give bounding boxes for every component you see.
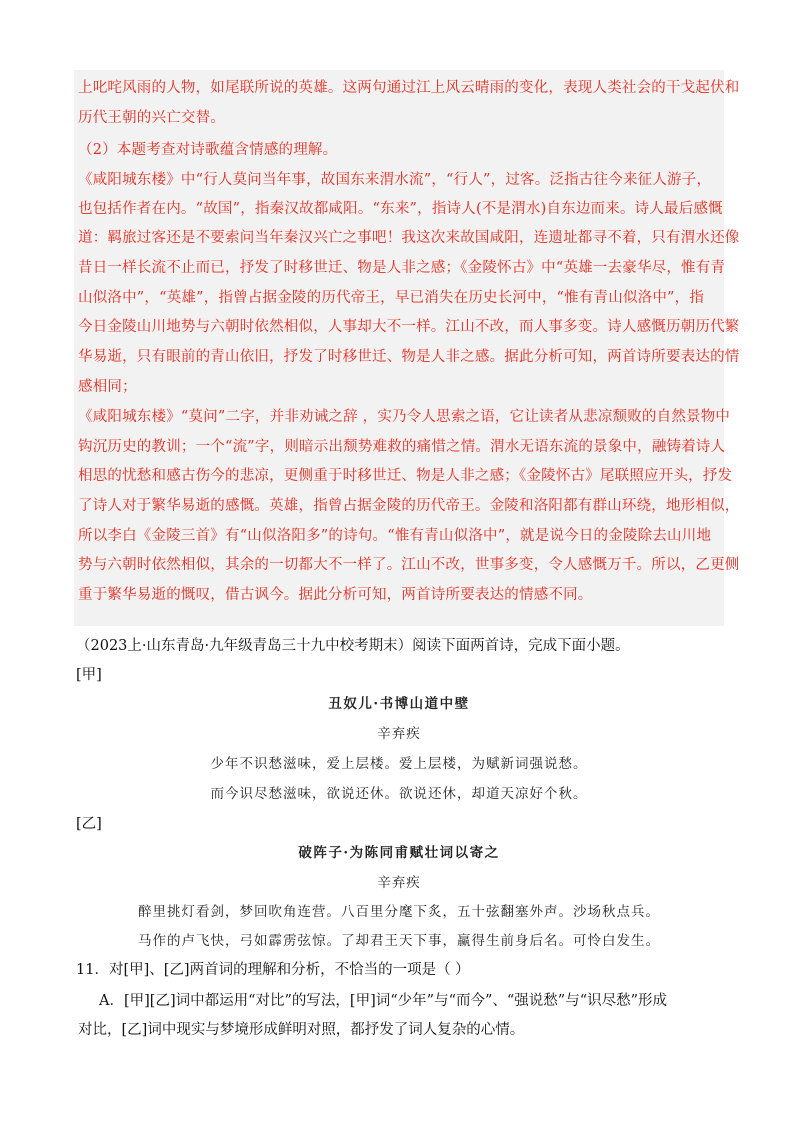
answer-line: 山似洛中”，“英雄”，指曾占据金陵的历代帝王，早已消失在历史长河中，“惟有青山似洛中”，指	[78, 290, 705, 306]
answer-line: 今日金陵山川地势与六朝时依然相似，人事却大不一样。江山不改，而人事多变。诗人感慨历朝历代繁	[78, 319, 740, 335]
poem-yi-author: 辛弃疾	[377, 875, 421, 891]
poem-jia-line: 少年不识愁滋味，爱上层楼。爱上层楼，为赋新词强说愁。	[210, 756, 588, 772]
answer-line: 《咸阳城东楼》“莫问”二字，并非劝诫之辞 ，实乃令人思索之语，它让读者从悲凉颓败的自然景物中	[78, 409, 731, 425]
poem-jia-label: [甲]	[76, 667, 102, 683]
poem-yi-title: 破阵子·为陈同甫赋壮词以寄之	[298, 845, 500, 861]
poem-jia-author: 辛弃疾	[377, 726, 421, 742]
answer-line: 昔日一样长流不止而已，抒发了时移世迁、物是人非之感；《金陵怀古》中“英雄一去豪华尽，惟有青	[78, 260, 726, 276]
answer-line: 历代王朝的兴亡交替。	[78, 110, 225, 126]
poem-jia-title: 丑奴儿·书博山道中壁	[328, 696, 470, 712]
answer-line: 华易逝，只有眼前的青山依旧，抒发了时移世迁、物是人非之感。据此分析可知，两首诗所要表达的情	[78, 349, 740, 365]
answer-line: 也包括作者在内。“故国”，指秦汉故都咸阳。“东来”，指诗人(不是渭水)自东边而来。诗人最后感慨	[78, 201, 723, 217]
answer-line: 道：羁旅过客还是不要索问当年秦汉兴亡之事吧！我这次来故国咸阳，连遗址都寻不着，只有渭水还像	[78, 230, 740, 246]
answer-line: 重于繁华易逝的慨叹，借古讽今。据此分析可知，两首诗所要表达的情感不同。	[78, 587, 593, 603]
answer-line: 了诗人对于繁华易逝的感慨。英雄，指曾占据金陵的历代帝王。金陵和洛阳都有群山环绕，地形相似，	[78, 498, 740, 514]
question-11-option-a[interactable]: A．[甲][乙]词中都运用“对比”的写法，[甲]词“少年”与“而今”、“强说愁”与“识尽愁”形成	[99, 993, 668, 1009]
answer-line: 上叱咤风雨的人物，如尾联所说的英雄。这两句通过江上风云晴雨的变化，表现人类社会的干戈起伏和	[78, 80, 740, 96]
poem-yi-line: 醉里挑灯看剑，梦回吹角连营。八百里分麾下炙，五十弦翻塞外声。沙场秋点兵。	[138, 904, 660, 920]
poem-yi-line: 马作的卢飞快，弓如霹雳弦惊。了却君王天下事，赢得生前身后名。可怜白发生。	[138, 933, 660, 949]
answer-line: 感相同；	[78, 379, 137, 395]
question-11-stem: 11．对[甲]、[乙]两首词的理解和分析，不恰当的一项是（ ）	[76, 962, 470, 978]
poem-jia-line: 而今识尽愁滋味，欲说还休。欲说还休，却道天凉好个秋。	[210, 786, 588, 802]
answer-line: 相思的忧愁和感古伤今的悲凉，更侧重于时移世迁、物是人非之感；《金陵怀古》尾联照应开头，抒发	[78, 468, 733, 484]
answer-line: 钩沉历史的教训；一个“流”字，则暗示出颓势难救的痛惜之情。渭水无语东流的景象中，融铸着诗人	[78, 439, 726, 455]
poem-yi-label: [乙]	[76, 816, 102, 832]
question-11-option-a-cont: 对比，[乙]词中现实与梦境形成鲜明对照，都抒发了词人复杂的心情。	[78, 1022, 525, 1038]
answer-line: 势与六朝时依然相似，其余的一切都大不一样了。江山不改，世事多变，令人感慨万千。所以，乙更侧	[78, 557, 740, 573]
answer-line: （2）本题考查对诗歌蕴含情感的理解。	[78, 142, 338, 158]
question-source: （2023上·山东青岛·九年级青岛三十九中校考期末）阅读下面两首诗，完成下面小题。	[76, 638, 630, 654]
answer-line: 所以李白《金陵三首》有“山似洛阳多”的诗句。“惟有青山似洛中”，就是说今日的金陵除去山川地	[78, 528, 712, 544]
answer-line: 《咸阳城东楼》中“行人莫问当年事，故国东来渭水流”，“行人”，过客。泛指古往今来征人游子，	[78, 172, 712, 188]
